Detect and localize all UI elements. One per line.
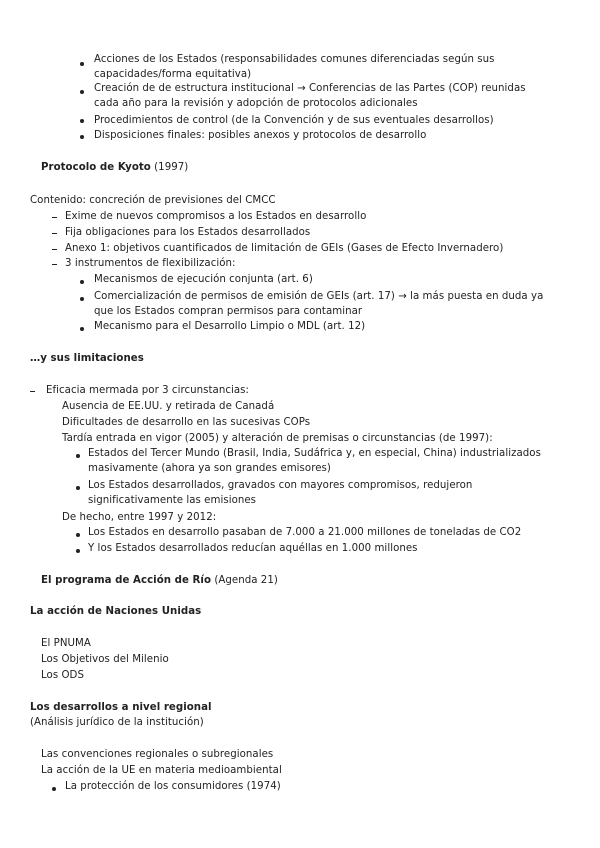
text-line: Las convenciones regionales o subregionales xyxy=(41,749,274,760)
list-item-continuation: significativamente las emisiones xyxy=(88,495,257,506)
list-item: Mecanismos de ejecución conjunta (art. 6) xyxy=(94,274,313,285)
list-item: 3 instrumentos de flexibilización: xyxy=(65,258,236,269)
section-heading xyxy=(41,574,278,588)
text-line: Los Objetivos del Milenio xyxy=(41,654,169,665)
list-item: Procedimientos de control (de la Convención y de sus eventuales desarrollos) xyxy=(94,115,494,126)
list-item: Y los Estados desarrollados reducían aquéllas en 1.000 millones xyxy=(88,543,418,554)
programa-note: (Agenda 21) xyxy=(214,575,278,586)
kyoto-title: Protocolo de Kyoto xyxy=(41,162,151,173)
contenido-line: Contenido: concreción de previsiones del CMCC xyxy=(30,195,276,206)
section-heading: …y sus limitaciones xyxy=(30,353,144,364)
section-heading: Los desarrollos a nivel regional xyxy=(30,702,212,713)
bullet-icon xyxy=(80,327,84,331)
list-item: Comercialización de permisos de emisión de GEIs (art. 17) → la más puesta en duda ya xyxy=(94,291,544,302)
bullet-icon xyxy=(52,787,56,791)
bullet-icon xyxy=(80,90,84,94)
section-heading xyxy=(41,161,188,175)
list-item: Acciones de los Estados (responsabilidades comunes diferenciadas según sus xyxy=(94,54,495,65)
list-item: Exime de nuevos compromisos a los Estados en desarrollo xyxy=(65,211,367,222)
list-item: Los Estados en desarrollo pasaban de 7.000 a 21.000 millones de toneladas de CO2 xyxy=(88,527,522,538)
bullet-icon xyxy=(76,454,80,458)
list-item: La protección de los consumidores (1974) xyxy=(65,781,281,792)
bullet-icon xyxy=(80,119,84,123)
bullet-icon xyxy=(80,135,84,139)
list-item-continuation: que los Estados compran permisos para contaminar xyxy=(94,306,363,317)
bullet-icon xyxy=(76,486,80,490)
bullet-icon xyxy=(76,533,80,537)
list-item: Los Estados desarrollados, gravados con mayores compromisos, redujeron xyxy=(88,480,473,491)
text-line: Ausencia de EE.UU. y retirada de Canadá xyxy=(62,401,275,412)
list-item: Fija obligaciones para los Estados desarrollados xyxy=(65,227,311,238)
list-item: Eficacia mermada por 3 circunstancias: xyxy=(46,385,249,396)
section-heading: La acción de Naciones Unidas xyxy=(30,606,202,617)
dash-icon xyxy=(52,217,57,218)
dash-icon xyxy=(52,233,57,234)
list-item-continuation: masivamente (ahora ya son grandes emisores) xyxy=(88,463,331,474)
list-item: Mecanismo para el Desarrollo Limpio o MDL (art. 12) xyxy=(94,321,366,332)
text-line: Tardía entrada en vigor (2005) y alteración de premisas o circunstancias (de 1997): xyxy=(62,433,493,444)
dash-icon xyxy=(30,391,35,392)
list-item-continuation: capacidades/forma equitativa) xyxy=(94,69,252,80)
text-line: Los ODS xyxy=(41,670,84,681)
list-item: Anexo 1: objetivos cuantificados de limitación de GEIs (Gases de Efecto Invernadero) xyxy=(65,243,504,254)
text-line: De hecho, entre 1997 y 2012: xyxy=(62,512,217,523)
bullet-icon xyxy=(80,280,84,284)
dash-icon xyxy=(52,249,57,250)
text-line: El PNUMA xyxy=(41,638,91,649)
list-item: Creación de de estructura institucional → Conferencias de las Partes (COP) reunidas xyxy=(94,83,526,94)
list-item: Estados del Tercer Mundo (Brasil, India, Sudáfrica y, en especial, China) industrializados xyxy=(88,448,541,459)
bullet-icon xyxy=(76,549,80,553)
text-line: La acción de la UE en materia medioambiental xyxy=(41,765,282,776)
bullet-icon xyxy=(80,297,84,301)
list-item-continuation: cada año para la revisión y adopción de protocolos adicionales xyxy=(94,98,418,109)
bullet-icon xyxy=(80,62,84,66)
programa-title: El programa de Acción de Río xyxy=(41,575,212,586)
section-subtitle: (Análisis jurídico de la institución) xyxy=(30,717,204,728)
text-line: Dificultades de desarrollo en las sucesivas COPs xyxy=(62,417,311,428)
dash-icon xyxy=(52,264,57,265)
list-item: Disposiciones finales: posibles anexos y protocolos de desarrollo xyxy=(94,130,427,141)
kyoto-year: (1997) xyxy=(154,162,189,173)
